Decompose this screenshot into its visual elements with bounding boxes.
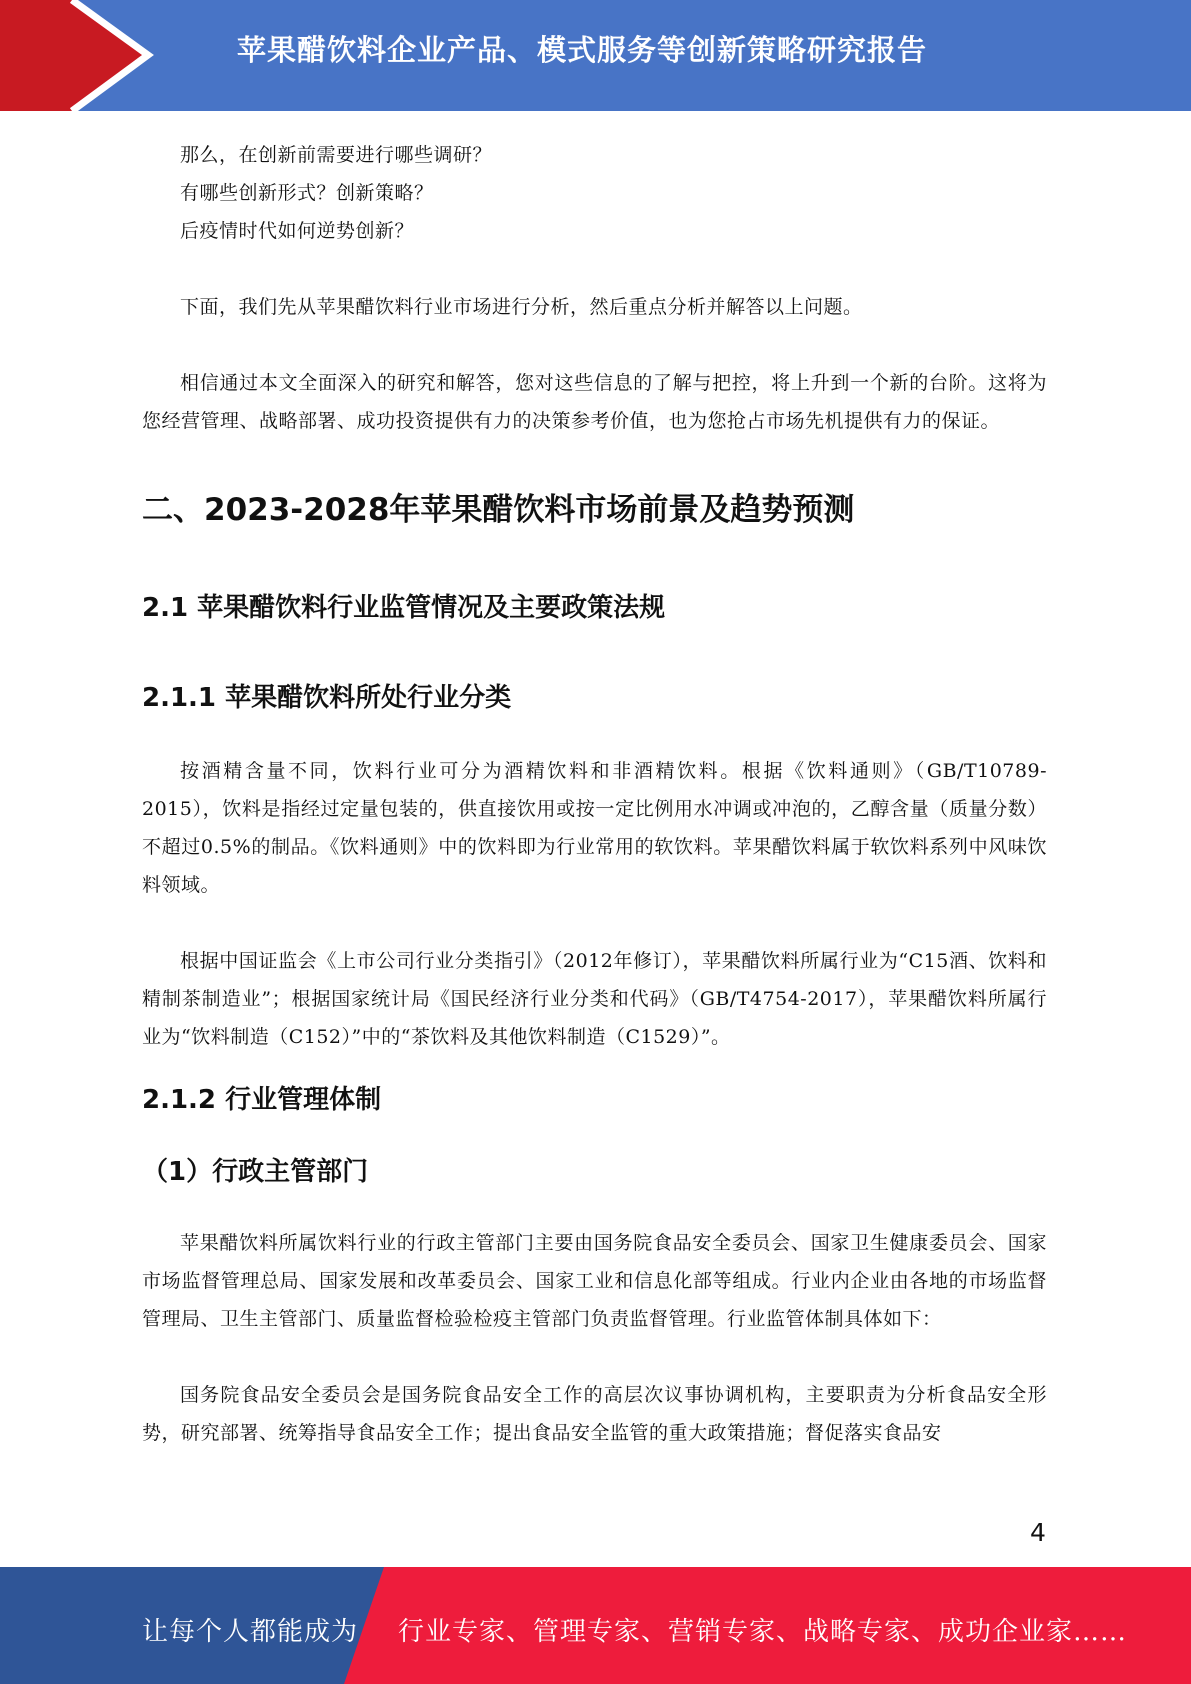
page-header: [0, 0, 1191, 111]
section-2-1-heading: 2.1 苹果醋饮料行业监管情况及主要政策法规: [142, 593, 666, 623]
footer-slogan-left: 让每个人都能成为: [142, 1617, 359, 1647]
page-body: [142, 136, 1047, 1452]
section-2-heading: 二、2023-2028年苹果醋饮料市场前景及趋势预测: [142, 492, 855, 528]
intro-question-2: 有哪些创新形式？创新策略？: [180, 182, 434, 204]
page-footer: [0, 1567, 1191, 1684]
intro-paragraph-1: 下面，我们先从苹果醋饮料行业市场进行分析，然后重点分析并解答以上问题。: [180, 296, 863, 318]
section-2-1-2-heading: 2.1.2 行业管理体制: [142, 1085, 382, 1115]
intro-paragraph-2: 相信通过本文全面深入的研究和解答，您对这些信息的了解与把控，将上升到一个新的台阶。这将为您经营管理、战略部署、成功投资提供有力的决策参考价值，也为您抢占市场先机提供有力的保证。: [142, 372, 1047, 432]
page-number: 4: [1030, 1518, 1046, 1547]
footer-slogan-right: 行业专家、管理专家、营销专家、战略专家、成功企业家……: [398, 1617, 1128, 1647]
section-2-1-2-paragraph-2: 国务院食品安全委员会是国务院食品安全工作的高层次议事协调机构，主要职责为分析食品安全形势，研究部署、统筹指导食品安全工作；提出食品安全监管的重大政策措施；督促落实食品安: [142, 1384, 1047, 1444]
intro-question-3: 后疫情时代如何逆势创新？: [180, 220, 415, 242]
header-title: 苹果醋饮料企业产品、模式服务等创新策略研究报告: [237, 33, 928, 67]
section-2-1-1-paragraph-2: 根据中国证监会《上市公司行业分类指引》（2012年修订），苹果醋饮料所属行业为“C15酒、饮料和精制茶制造业”；根据国家统计局《国民经济行业分类和代码》（GB/T4754-2017），苹果醋饮料所属行业为“饮料制造（C152）”中的“茶饮料及其他饮料制造（C1529）”。: [142, 950, 1047, 1048]
section-2-1-1-paragraph-1: 按酒精含量不同，饮料行业可分为酒精饮料和非酒精饮料。根据《饮料通则》（GB/T10789-2015），饮料是指经过定量包装的，供直接饮用或按一定比例用水冲调或冲泡的，乙醇含量（质量分数）不超过0.5%的制品。《饮料通则》中的饮料即为行业常用的软饮料。苹果醋饮料属于软饮料系列中风味饮料领域。: [142, 760, 1047, 896]
section-2-1-2-paragraph-1: 苹果醋饮料所属饮料行业的行政主管部门主要由国务院食品安全委员会、国家卫生健康委员会、国家市场监督管理总局、国家发展和改革委员会、国家工业和信息化部等组成。行业内企业由各地的市场监督管理局、卫生主管部门、质量监督检验检疫主管部门负责监督管理。行业监管体制具体如下：: [142, 1232, 1047, 1330]
intro-question-1: 那么，在创新前需要进行哪些调研？: [180, 144, 493, 166]
section-2-1-1-heading: 2.1.1 苹果醋饮料所处行业分类: [142, 683, 512, 713]
subsection-admin-department-heading: （1）行政主管部门: [142, 1157, 369, 1187]
